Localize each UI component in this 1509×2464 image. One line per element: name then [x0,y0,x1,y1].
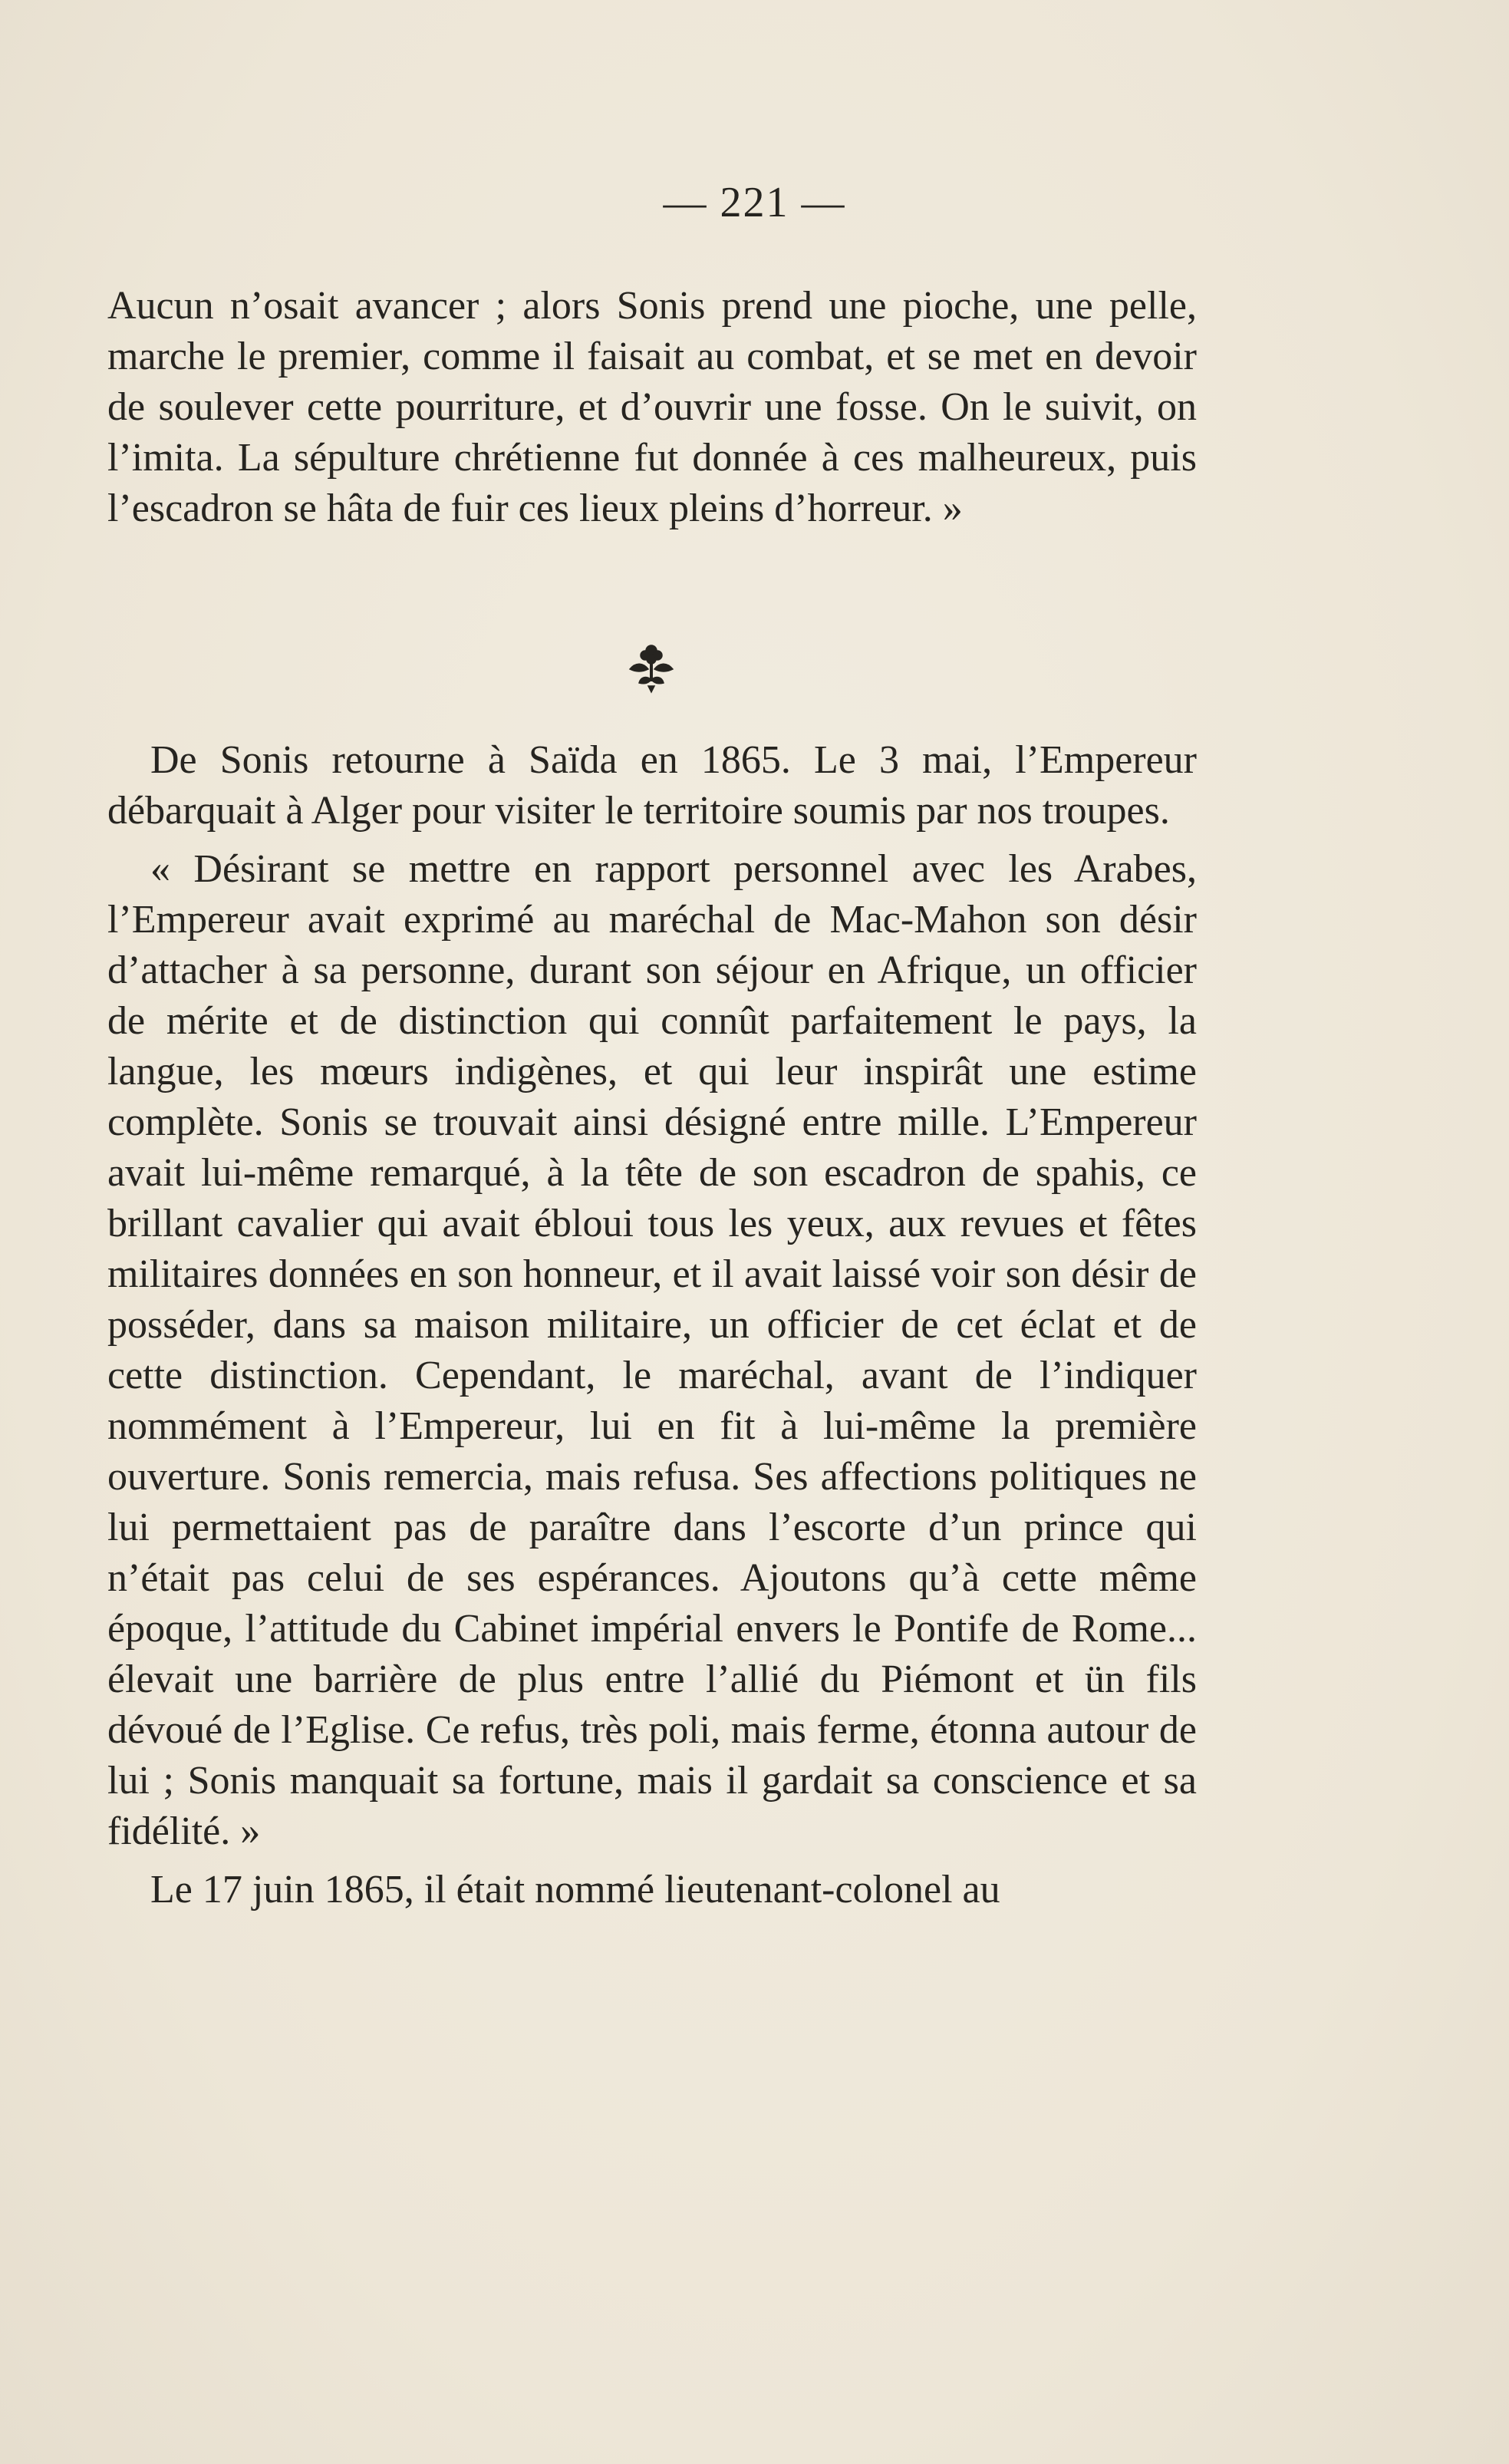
paragraph-3: « Désirant se mettre en rapport personnel avec les Arabes, l’Empereur avait exprimé au maréchal de Mac-Mahon son désir d’attacher à sa personne, durant son séjour en Afrique, un officier de mérite et de distinction qui connût parfaitement le pays, la langue, les mœurs indigènes, et qui leur inspirât une estime complète. Sonis se trouvait ainsi désigné entre mille. L’Empereur avait lui-même remarqué, à la tête de son escadron de spahis, ce brillant cavalier qui avait ébloui tous les yeux, aux revues et fêtes militaires données en son honneur, et il avait laissé voir son désir de posséder, dans sa maison militaire, un officier de cet éclat et de cette distinction. Cependant, le maréchal, avant de l’indiquer nommément à l’Empereur, lui en fit à lui-même la première ouverture. Sonis remercia, mais refusa. Ses affections politiques ne lui permettaient pas de paraître dans l’escorte d’un prince qui n’était pas celui de ses espérances. Ajoutons qu’à cette même époque, l’attitude du Cabinet impérial envers le Pontife de Rome... élevait une barrière de plus entre l’allié du Piémont et ün fils dévoué de l’Eglise. Ce refus, très poli, mais ferme, étonna autour de lui ; Sonis manquait sa fortune, mais il gardait sa conscience et sa fidélité. » [107,847,1197,1853]
text-section-2 [107,735,1197,1915]
fleuron-ornament-icon [621,635,682,697]
page-number: — 221 — [663,179,846,226]
text-section-1 [107,281,1197,534]
paragraph-2: De Sonis retourne à Saïda en 1865. Le 3 mai, l’Empereur débarquait à Alger pour visiter le territoire soumis par nos troupes. [107,738,1197,833]
paragraph-1: Aucun n’osait avancer ; alors Sonis prend une pioche, une pelle, marche le premier, comme il faisait au combat, et se met en devoir de soulever cette pourriture, et d’ouvrir une fosse. On le suivit, on l’imita. La sépulture chrétienne fut donnée à ces malheureux, puis l’escadron se hâta de fuir ces lieux pleins d’horreur. » [107,284,1197,530]
paragraph-4: Le 17 juin 1865, il était nommé lieutenant-colonel au [150,1868,1000,1911]
